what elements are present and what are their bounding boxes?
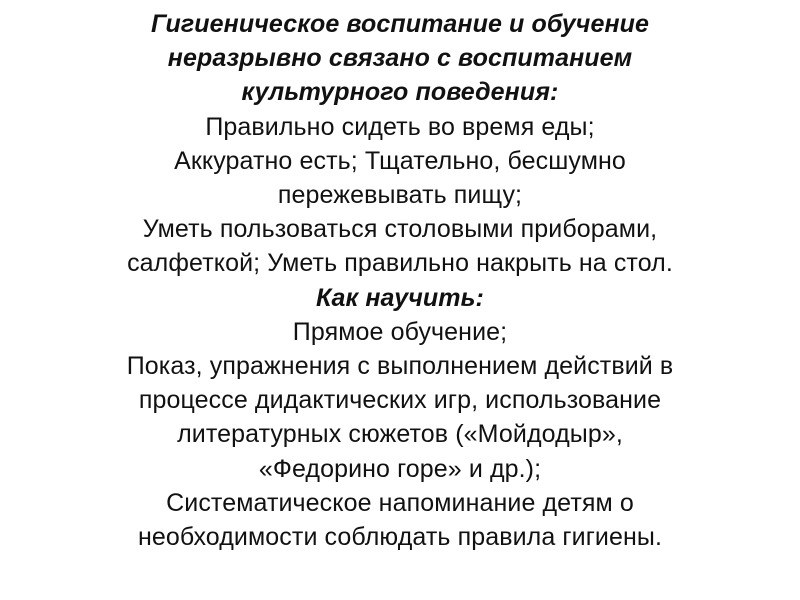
- text-line: литературных сюжетов («Мойдодыр»,: [177, 420, 623, 449]
- text-line: Аккуратно есть; Тщательно, бесшумно: [174, 146, 626, 175]
- heading-line: культурного поведения:: [241, 78, 559, 107]
- text-line: Показ, упражнения с выполнением действий в: [126, 352, 674, 381]
- text-line: салфеткой; Уметь правильно накрыть на стол.: [127, 249, 673, 278]
- slide-text: [30, 7, 770, 554]
- text-line: Прямое обучение;: [292, 317, 508, 346]
- section-heading: Как научить:: [316, 283, 484, 312]
- text-line: процессе дидактических игр, использование: [138, 386, 662, 415]
- text-line: «Федорино горе» и др.);: [258, 454, 542, 483]
- text-line: Систематическое напоминание детям о: [166, 488, 634, 517]
- text-line: Уметь пользоваться столовыми приборами,: [142, 215, 658, 244]
- text-line: пережевывать пищу;: [277, 181, 523, 210]
- heading-line: Гигиеническое воспитание и обучение: [150, 10, 650, 38]
- heading-line: неразрывно связано с воспитанием: [167, 44, 633, 73]
- text-line: необходимости соблюдать правила гигиены.: [137, 523, 663, 552]
- text-line: Правильно сидеть во время еды;: [205, 112, 595, 141]
